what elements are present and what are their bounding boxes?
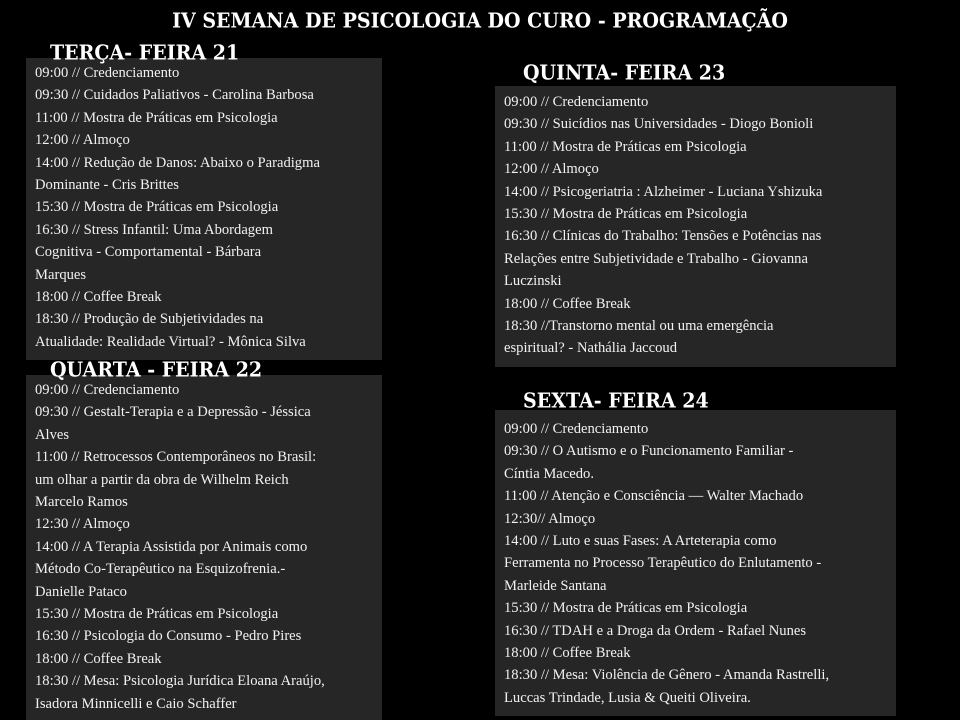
schedule-entry-line: 09:30 // O Autismo e o Funcionamento Familiar - [504, 443, 794, 460]
schedule-entry [35, 379, 374, 401]
day-title-tuesday: TERÇA- FEIRA 21 [50, 40, 240, 66]
day-title-friday: SEXTA- FEIRA 24 [523, 388, 709, 414]
schedule-entry-line: 11:00 // Mostra de Práticas em Psicologia [35, 109, 278, 126]
page-title: IV SEMANA DE PSICOLOGIA DO CURO - PROGRAMAÇÃO [172, 8, 788, 34]
schedule-entry [504, 508, 888, 530]
schedule-entry [35, 107, 374, 129]
schedule-box-friday [495, 410, 896, 716]
schedule-entry [504, 91, 888, 113]
schedule-entry-line: 14:00 // Luto e suas Fases: A Arteterapia como [504, 533, 777, 550]
schedule-entry [504, 597, 888, 619]
schedule-entry-line: 18:30 //Transtorno mental ou uma emergência [504, 318, 774, 335]
schedule-entry [504, 440, 888, 485]
schedule-entry-line: 18:30 // Mesa: Violência de Gênero - Amanda Rastrelli, [504, 667, 830, 684]
schedule-entry-line: 18:00 // Coffee Break [504, 295, 631, 312]
schedule-entry [35, 401, 374, 446]
schedule-entry-line: 09:30 // Suicídios nas Universidades - Diogo Bonioli [504, 116, 814, 133]
day-title-thursday: QUINTA- FEIRA 23 [523, 60, 726, 86]
schedule-entry-line: Alves [35, 426, 70, 443]
schedule-entry [504, 136, 888, 158]
schedule-entry-line: Cíntia Macedo. [504, 465, 594, 482]
schedule-entry-line: Dominante - Cris Brittes [35, 177, 179, 194]
schedule-entry-line: Cognitiva - Comportamental - Bárbara [35, 244, 262, 261]
schedule-entry-line: Luczinski [504, 273, 562, 290]
schedule-entry [35, 152, 374, 197]
schedule-entry-line: Danielle Pataco [35, 583, 127, 600]
schedule-entry-line: 12:30// Almoço [504, 510, 596, 527]
schedule-entry-line: 09:00 // Credenciamento [35, 382, 180, 398]
schedule-entry-line: Isadora Minnicelli e Caio Schaffer [35, 695, 237, 712]
schedule-entry [504, 664, 888, 709]
schedule-entry [35, 670, 374, 715]
schedule-entry-line: 16:30 // TDAH e a Droga da Ordem - Rafael Nunes [504, 622, 807, 639]
schedule-entry [35, 219, 374, 286]
schedule-entry [504, 158, 888, 180]
schedule-entry-line: 09:30 // Cuidados Paliativos - Carolina Barbosa [35, 87, 314, 104]
schedule-entry-line: Método Co-Terapêutico na Esquizofrenia.- [35, 561, 286, 578]
schedule-entry-line: Marleide Santana [504, 577, 607, 594]
schedule-entry-line: 18:30 // Produção de Subjetividades na [35, 311, 264, 328]
schedule-entry [35, 603, 374, 625]
schedule-entry [504, 203, 888, 225]
schedule-entry [35, 286, 374, 308]
schedule-entry-line: 09:30 // Gestalt-Terapia e a Depressão - Jéssica [35, 404, 311, 421]
schedule-entry-line: 16:30 // Psicologia do Consumo - Pedro Pires [35, 628, 302, 645]
schedule-entry [504, 620, 888, 642]
schedule-entry [35, 129, 374, 151]
schedule-entry-line: 18:30 // Mesa: Psicologia Jurídica Eloana Araújo, [35, 673, 325, 690]
schedule-entry-line: 14:00 // Redução de Danos: Abaixo o Paradigma [35, 154, 320, 171]
schedule-entry-line: espiritual? - Nathália Jaccoud [504, 340, 678, 357]
schedule-entry-line: Ferramenta no Processo Terapêutico do Enlutamento - [504, 555, 822, 572]
schedule-entry [504, 315, 888, 360]
schedule-entry-line: 14:00 // Psicogeriatria : Alzheimer - Luciana Yshizuka [504, 183, 823, 200]
schedule-entry [504, 530, 888, 597]
schedule-entry-line: 15:30 // Mostra de Práticas em Psicologia [35, 606, 279, 623]
schedule-entry-line: um olhar a partir da obra de Wilhelm Reich [35, 471, 289, 488]
schedule-entry [35, 84, 374, 106]
schedule-entry-line: Atualidade: Realidade Virtual? - Mônica Silva [35, 333, 306, 350]
schedule-entry-line: 12:00 // Almoço [35, 132, 130, 149]
schedule-entry [504, 113, 888, 135]
schedule-entry-line: 16:30 // Clínicas do Trabalho: Tensões e Potências nas [504, 228, 822, 245]
schedule-entry-line: Marques [35, 266, 87, 283]
schedule-entry [35, 446, 374, 513]
schedule-entry [35, 625, 374, 647]
schedule-entry [504, 418, 888, 440]
schedule-entry-line: 15:30 // Mostra de Práticas em Psicologia [35, 199, 279, 216]
schedule-entry-line: 09:00 // Credenciamento [504, 94, 649, 110]
schedule-entry-line: Luccas Trindade, Lusia & Queiti Oliveira. [504, 689, 751, 706]
schedule-entry-line: 18:00 // Coffee Break [35, 650, 162, 667]
schedule-entry-line: Relações entre Subjetividade e Trabalho - Giovanna [504, 250, 808, 267]
schedule-entry [35, 648, 374, 670]
schedule-entry-line: 14:00 // A Terapia Assistida por Animais como [35, 538, 308, 555]
schedule-entry-line: 18:00 // Coffee Break [35, 289, 162, 306]
schedule-entry [504, 181, 888, 203]
schedule-box-tuesday [26, 58, 382, 360]
schedule-entry-line: 12:00 // Almoço [504, 161, 599, 178]
schedule-entry-line: Marcelo Ramos [35, 494, 128, 511]
schedule-box-thursday [495, 86, 896, 367]
schedule-entry-line: 18:00 // Coffee Break [504, 645, 631, 662]
schedule-entry [35, 513, 374, 535]
day-title-wednesday: QUARTA - FEIRA 22 [50, 357, 263, 383]
schedule-entry [35, 62, 374, 84]
schedule-entry-line: 16:30 // Stress Infantil: Uma Abordagem [35, 221, 273, 238]
schedule-entry [504, 642, 888, 664]
schedule-entry [504, 293, 888, 315]
schedule-entry [504, 485, 888, 507]
schedule-entry [35, 196, 374, 218]
schedule-entry [504, 225, 888, 292]
schedule-entry-line: 11:00 // Mostra de Práticas em Psicologia [504, 138, 747, 155]
schedule-box-wednesday [26, 375, 382, 720]
schedule-entry-line: 15:30 // Mostra de Práticas em Psicologia [504, 600, 748, 617]
schedule-entry-line: 11:00 // Retrocessos Contemporâneos no Brasil: [35, 449, 317, 466]
schedule-entry [35, 536, 374, 603]
schedule-entry-line: 09:00 // Credenciamento [35, 65, 180, 81]
schedule-entry-line: 11:00 // Atenção e Consciência — Walter Machado [504, 488, 804, 505]
schedule-entry-line: 09:00 // Credenciamento [504, 421, 649, 437]
schedule-entry-line: 15:30 // Mostra de Práticas em Psicologia [504, 206, 748, 223]
schedule-entry [35, 308, 374, 353]
schedule-entry-line: 12:30 // Almoço [35, 516, 130, 533]
